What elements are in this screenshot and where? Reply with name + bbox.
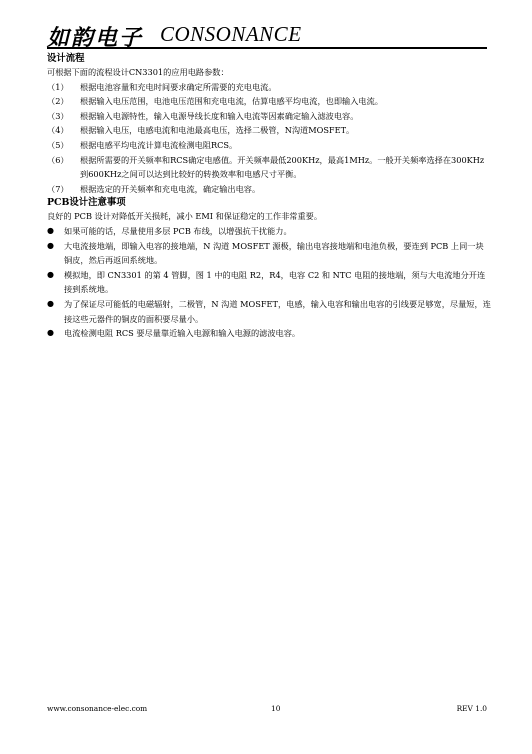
bullet-icon: ● [47,225,54,235]
step-number: （3） [47,110,69,121]
step-number: （2） [47,96,69,107]
step-number: （7） [47,183,69,194]
list-item [47,94,491,109]
list-item [47,80,491,95]
step-number: （6） [47,154,69,165]
list-item [47,297,491,326]
bullet-text: 如果可能的话，尽量使用多层 PCB 布线，以增强抗干扰能力。 [64,225,292,236]
bullet-icon: ● [47,328,54,338]
step-text: 根据电池容量和充电时间要求确定所需要的充电电流。 [80,81,277,92]
step-number: （1） [47,81,69,92]
bullet-text: 电流检测电阻 RCS 要尽量靠近输入电源和输入电源的滤波电容。 [64,328,301,339]
step-text: 根据所需要的开关频率和RCS确定电感值。开关频率最低200KHz，最高1MHz。一般开关频率选择在300KHz到600KHz之间可以达到比较好的转换效率和电感尺寸平衡。 [80,154,485,180]
section-intro: 良好的 PCB 设计对降低开关损耗，减小 EMI 和保证稳定的工作非常重要。 [47,211,323,222]
page-number: 10 [271,704,281,713]
brand-logo-english: CONSONANCE [160,22,302,46]
section-title-design-flow: 设计流程 [47,53,85,64]
page-footer [47,704,487,716]
bullet-icon: ● [47,269,54,279]
header-divider [47,47,487,49]
bullet-text: 为了保证尽可能低的电磁辐射，二极管，N 沟道 MOSFET，电感，输入电容和输出电容的引线要足够宽，尽量短，连接这些元器件的铜皮的面积要尽量小。 [64,298,491,324]
list-item [47,138,491,153]
list-item [47,326,491,341]
bullet-icon: ● [47,240,54,250]
step-text: 根据输入电压范围，电池电压范围和充电电流，估算电感平均电流，也即输入电流。 [80,96,383,107]
list-item [47,239,491,268]
step-list [47,80,491,197]
list-item [47,182,491,197]
brand-logo-chinese: 如韵电子 [47,25,144,51]
section-intro: 可根据下面的流程设计CN3301的应用电路参数： [47,67,229,77]
footer-url: www.consonance-elec.com [47,704,148,713]
list-item [47,224,491,239]
list-item [47,123,491,138]
step-text: 根据输入电源特性，输入电源导线长度和输入电流等因素确定输入滤波电容。 [80,110,359,121]
step-text: 根据选定的开关频率和充电电流，确定输出电容。 [80,183,261,194]
list-item [47,109,491,124]
bullet-list [47,224,491,341]
revision-label: REV 1.0 [456,704,487,713]
page-header [47,20,487,51]
step-number: （4） [47,125,69,136]
bullet-text: 模拟地，即 CN3301 的第 4 管脚，图 1 中的电阻 R2，R4，电容 C2 和 NTC 电阻的接地端，须与大电流地分开连接到系统地。 [64,269,486,295]
bullet-icon: ● [47,298,54,308]
list-item [47,153,491,182]
list-item [47,268,491,297]
bullet-text: 大电流接地端，即输入电容的接地端，N 沟道 MOSFET 源极，输出电容接地端和电池负极，要连到 PCB 上同一块铜皮，然后再返回系统地。 [64,240,484,266]
step-text: 根据电感平均电流计算电流检测电阻RCS。 [80,139,238,150]
section-title-pcb-notes: PCB设计注意事项 [47,197,126,209]
step-number: （5） [47,139,69,150]
page-content [47,52,491,341]
step-text: 根据输入电压，电感电流和电池最高电压，选择二极管，N沟道MOSFET。 [80,125,355,136]
